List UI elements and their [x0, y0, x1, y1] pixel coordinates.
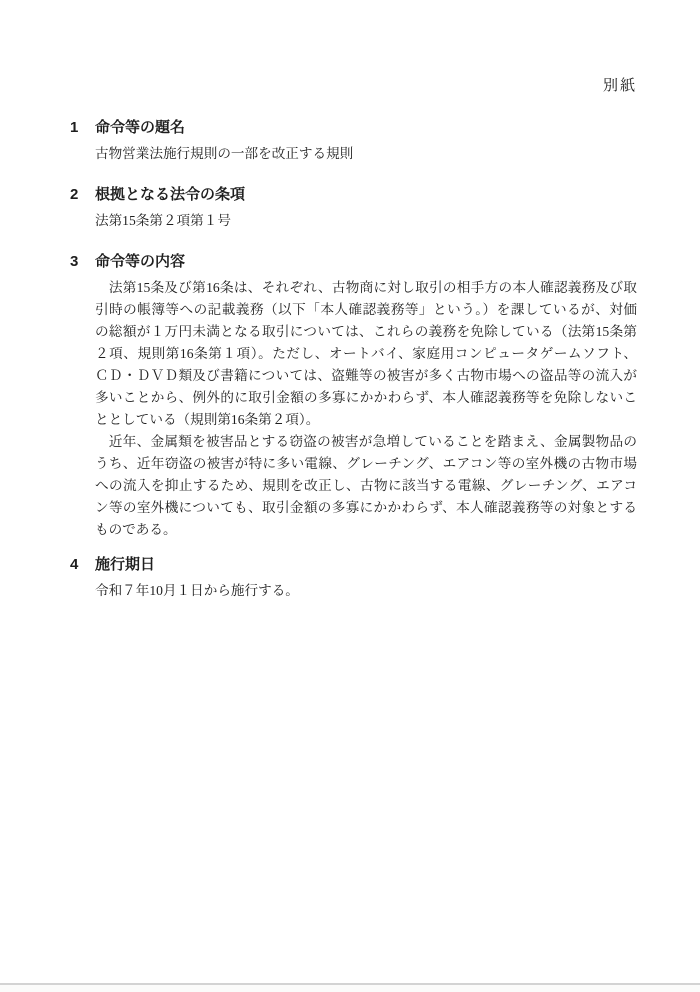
section-heading-row: [70, 555, 637, 575]
section-number: 1: [70, 119, 79, 136]
text-line: 近年、金属類を被害品とする窃盗の被害が急増していることを踏まえ、金属製物品の: [95, 434, 637, 449]
section-heading: 施行期日: [95, 556, 156, 573]
paragraph: [95, 277, 637, 431]
section-effective-date: [70, 555, 637, 602]
section-heading-row: [70, 252, 637, 272]
section-body: [95, 580, 637, 602]
text-line: ＣＤ・ＤＶＤ類及び書籍については、盗難等の被害が多く古物市場への盗品等の流入が: [95, 368, 637, 383]
section-body: [95, 277, 637, 541]
section-title-block: [70, 118, 637, 165]
corner-label: 別紙: [602, 78, 637, 94]
section-heading: 命令等の題名: [95, 119, 186, 136]
section-number: 4: [70, 556, 79, 573]
text-line: 令和７年10月１日から施行する。: [95, 583, 299, 598]
text-line: の総額が１万円未満となる取引については、これらの義務を免除している（法第15条第: [95, 324, 637, 339]
section-heading: 根拠となる法令の条項: [95, 186, 246, 203]
section-body: [95, 143, 637, 165]
page-bottom-edge: [0, 983, 700, 992]
text-line: ととしている（規則第16条第２項）。: [95, 412, 320, 427]
section-legal-basis: [70, 185, 637, 232]
text-line: うち、近年窃盗の被害が特に多い電線、グレーチング、エアコン等の室外機の古物市場: [95, 456, 637, 471]
section-content: [70, 252, 637, 541]
text-line: ２項、規則第16条第１項）。ただし、オートバイ、家庭用コンピュータゲームソフト、: [95, 346, 637, 361]
paragraph: [95, 580, 637, 602]
paragraph: [95, 431, 637, 541]
paragraph: [95, 210, 637, 232]
text-line: 多いことから、例外的に取引金額の多寡にかかわらず、本人確認義務等を免除しないこ: [95, 390, 637, 405]
text-line: への流入を抑止するため、規則を改正し、古物に該当する電線、グレーチング、エアコ: [95, 478, 637, 493]
section-number: 3: [70, 253, 79, 270]
text-line: 法第15条及び第16条は、それぞれ、古物商に対し取引の相手方の本人確認義務及び取: [95, 280, 637, 295]
section-heading-row: [70, 118, 637, 138]
paragraph: [95, 143, 637, 165]
text-line: 古物営業法施行規則の一部を改正する規則: [95, 146, 354, 161]
text-line: 法第15条第２項第１号: [95, 213, 231, 228]
section-heading-row: [70, 185, 637, 205]
section-heading: 命令等の内容: [95, 253, 186, 270]
section-number: 2: [70, 186, 79, 203]
section-body: [95, 210, 637, 232]
text-line: ものである。: [95, 522, 177, 537]
text-line: ン等の室外機についても、取引金額の多寡にかかわらず、本人確認義務等の対象とする: [95, 500, 637, 515]
text-line: 引時の帳簿等への記載義務（以下「本人確認義務等」という。）を課しているが、対価: [95, 302, 637, 317]
